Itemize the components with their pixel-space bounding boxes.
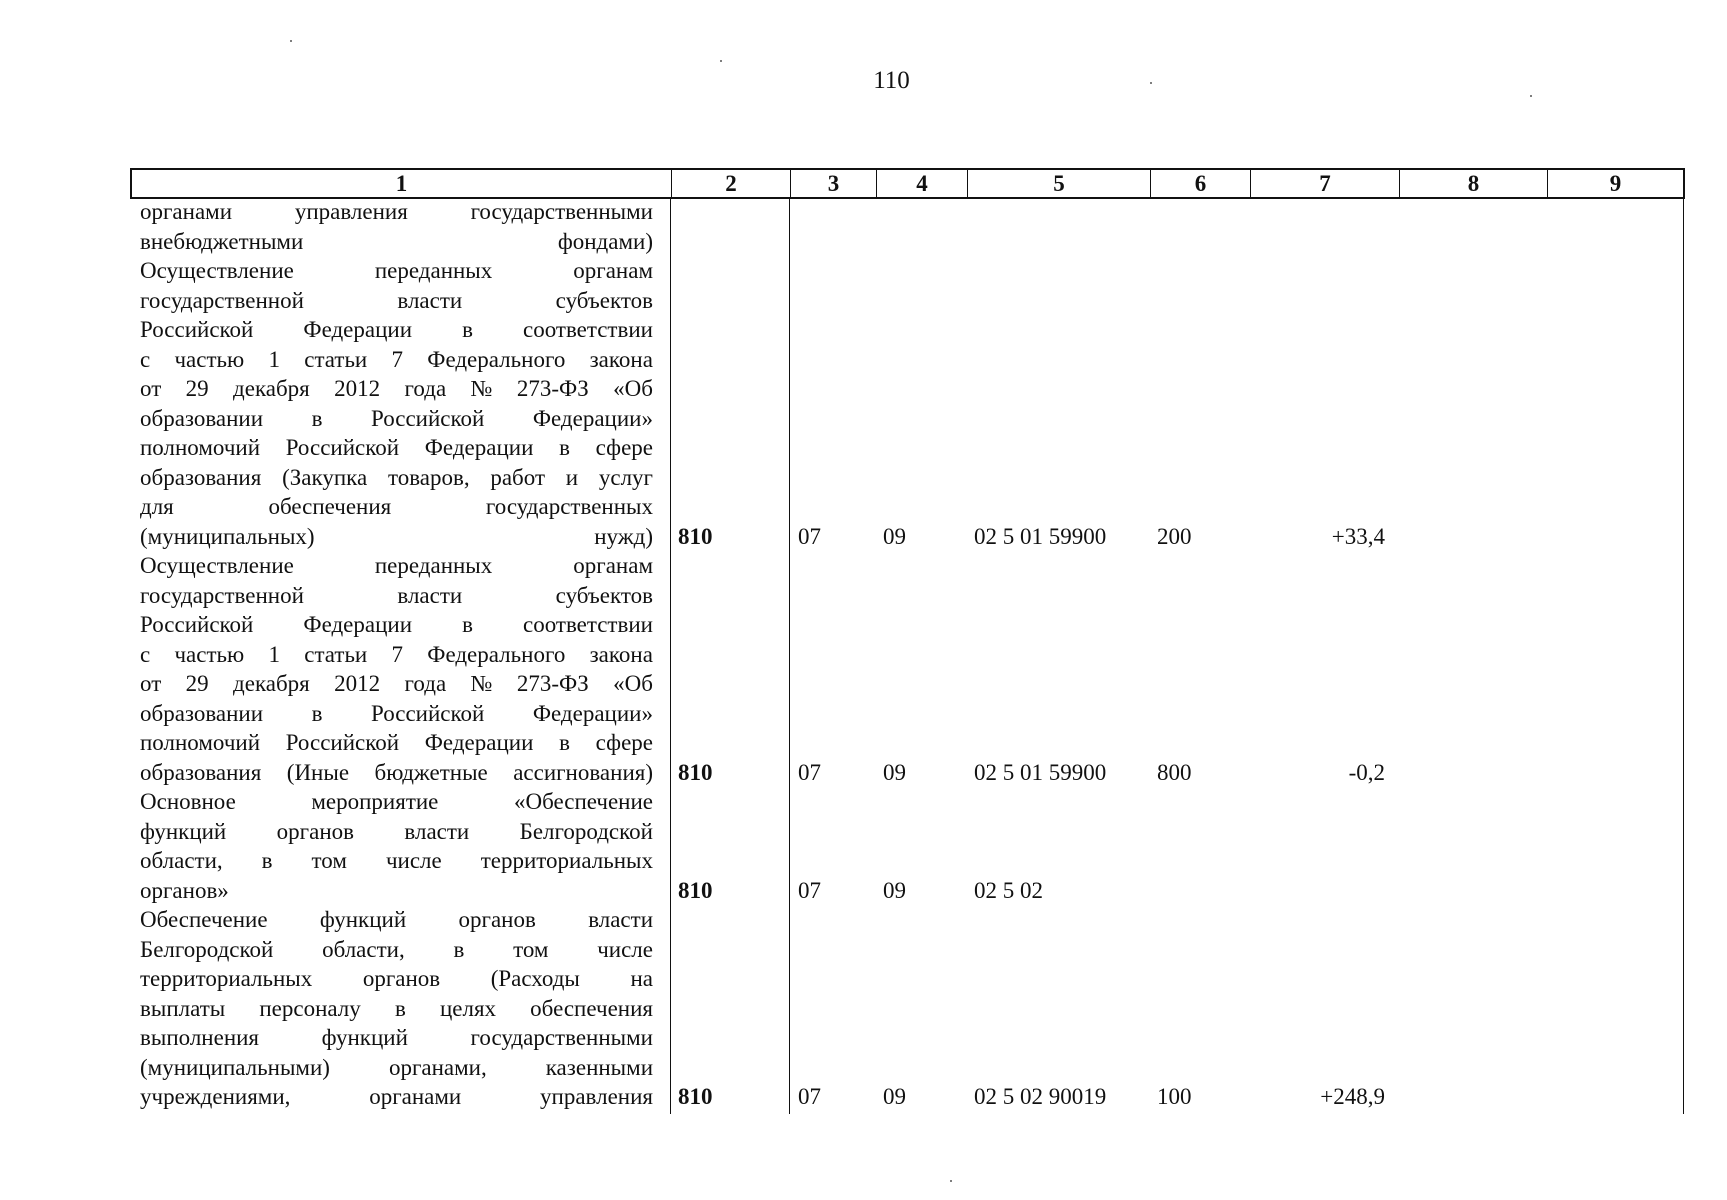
description-line: полномочий Российской Федерации в сфере [140, 730, 653, 755]
table-row-description [140, 197, 653, 256]
cell-col-5: 02 5 01 59900 [974, 760, 1107, 785]
description-line: органов» [140, 877, 229, 903]
scan-speck [1150, 82, 1152, 84]
table-row-description [140, 256, 653, 551]
description-line: выполнения функций государственными [140, 1025, 653, 1050]
word: органами [140, 199, 233, 224]
description-line: функций органов власти Белгородской [140, 818, 653, 844]
scan-speck [950, 1180, 952, 1182]
description-line: Российской Федерации в соответствии [140, 612, 653, 637]
cell-col-5: 02 5 02 [974, 878, 1043, 903]
cell-col-3: 07 [798, 524, 821, 549]
column-divider [670, 199, 671, 1114]
cell-col-6: 200 [1157, 524, 1192, 549]
column-divider [789, 199, 790, 1114]
description-line: Основное мероприятие «Обеспечение [140, 789, 653, 814]
header-col-2: 2 [672, 170, 791, 197]
table-row-description [140, 551, 653, 787]
description-line: образовании в Российской Федерации» [140, 405, 653, 431]
cell-col-3: 07 [798, 1084, 821, 1109]
description-line: Российской Федерации в соответствии [140, 317, 653, 342]
column-divider [1683, 199, 1684, 1114]
description-line: области, в том числе территориальных [140, 848, 653, 873]
cell-col-4: 09 [883, 1084, 906, 1109]
description-line: от 29 декабря 2012 года № 273-ФЗ «Об [140, 671, 653, 696]
description-line: образовании в Российской Федерации» [140, 700, 653, 726]
table-header-row [130, 168, 1685, 199]
word: государственными [470, 199, 653, 224]
description-line: с частью 1 статьи 7 Федерального закона [140, 641, 653, 667]
table-row-description [140, 787, 653, 905]
cell-col-7: +248,9 [1320, 1084, 1385, 1109]
cell-col-4: 09 [883, 524, 906, 549]
description-line: от 29 декабря 2012 года № 273-ФЗ «Об [140, 376, 653, 401]
header-col-3: 3 [791, 170, 877, 197]
cell-col-2: 810 [678, 1084, 713, 1109]
budget-table [130, 168, 1685, 1115]
cell-col-2: 810 [678, 524, 713, 549]
description-line: Белгородской области, в том числе [140, 936, 653, 962]
table-row-description [140, 905, 653, 1112]
word: управления [294, 199, 408, 224]
description-line: государственной власти субъектов [140, 582, 653, 608]
description-line: выплаты персоналу в целях обеспечения [140, 995, 653, 1021]
description-line: (муниципальными) органами, казенными [140, 1054, 653, 1080]
header-col-7: 7 [1251, 170, 1400, 197]
description-line: с частью 1 статьи 7 Федерального закона [140, 346, 653, 372]
description-line: для обеспечения государственных [140, 494, 653, 519]
cell-col-5: 02 5 01 59900 [974, 524, 1107, 549]
cell-col-6: 800 [1157, 760, 1192, 785]
cell-col-4: 09 [883, 878, 906, 903]
header-col-8: 8 [1400, 170, 1548, 197]
cell-col-3: 07 [798, 878, 821, 903]
description-line: внебюджетными фондами) [140, 228, 653, 254]
cell-col-2: 810 [678, 760, 713, 785]
cell-col-7: +33,4 [1331, 524, 1385, 549]
description-line: государственной власти субъектов [140, 287, 653, 313]
scan-speck [720, 60, 722, 62]
description-line: территориальных органов (Расходы на [140, 966, 653, 991]
cell-col-5: 02 5 02 90019 [974, 1084, 1107, 1109]
description-line: образования (Иные бюджетные ассигнования) [140, 759, 653, 785]
cell-col-4: 09 [883, 760, 906, 785]
cell-col-2: 810 [678, 878, 713, 903]
scan-speck [290, 40, 292, 42]
cell-col-7: -0,2 [1348, 760, 1385, 785]
description-line: Осуществление переданных органам [140, 553, 653, 578]
description-line: учреждениями, органами управления [140, 1084, 653, 1109]
scan-speck [1530, 95, 1532, 97]
description-line: Осуществление переданных органам [140, 258, 653, 283]
page-number: 110 [873, 67, 910, 94]
description-line: (муниципальных) нужд) [140, 523, 653, 549]
description-line: Обеспечение функций органов власти [140, 907, 653, 932]
header-col-6: 6 [1151, 170, 1251, 197]
header-col-5: 5 [968, 170, 1151, 197]
cell-col-3: 07 [798, 760, 821, 785]
cell-col-6: 100 [1157, 1084, 1192, 1109]
header-col-1: 1 [132, 170, 672, 197]
header-col-9: 9 [1609, 171, 1622, 196]
header-col-4: 4 [877, 170, 968, 197]
description-line [140, 197, 653, 227]
description-line: полномочий Российской Федерации в сфере [140, 435, 653, 460]
description-line: образования (Закупка товаров, работ и услуг [140, 464, 653, 490]
